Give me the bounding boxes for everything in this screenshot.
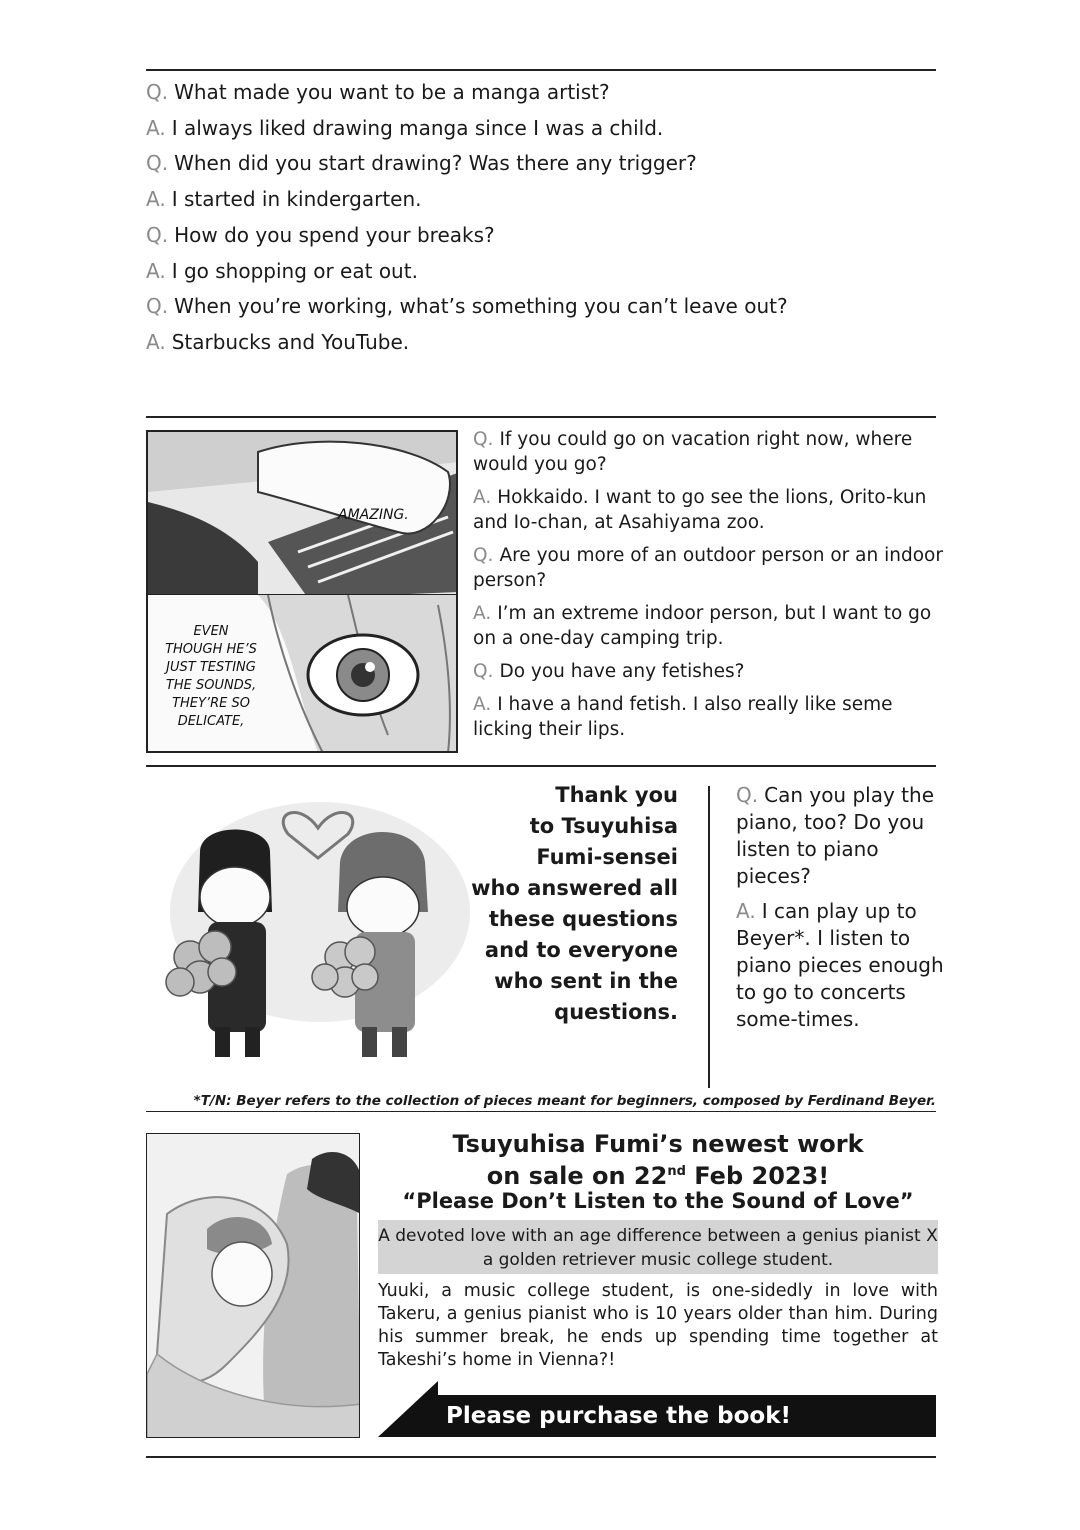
answer-item [146, 330, 409, 354]
question-item [146, 294, 788, 318]
manga-panel-eye [146, 595, 458, 753]
answer-text: I go shopping or eat out. [171, 258, 418, 283]
answer-text: Starbucks and YouTube. [171, 329, 410, 354]
question-item [146, 151, 697, 175]
question-text: Can you play the piano, too? Do you listen to piano pieces? [736, 783, 934, 888]
vertical-divider [708, 786, 710, 1088]
question-text: How do you spend your breaks? [174, 222, 495, 247]
answer-label: A. [473, 487, 492, 508]
book-tagline: A devoted love with an age difference between a genius pianist X a golden retriever music college student. [378, 1220, 938, 1274]
thanks-line: who sent in the [494, 969, 678, 993]
question-label: Q. [473, 429, 494, 450]
question-label: Q. [473, 661, 494, 682]
translator-note-rule [146, 1111, 936, 1112]
manga-panel-hands [146, 430, 458, 596]
hands-on-piano-illustration [148, 432, 458, 596]
cta-arrow-icon [378, 1381, 438, 1437]
question-label: Q. [473, 545, 494, 566]
sfx-line: THE SOUNDS, [165, 678, 257, 693]
answer-item [146, 187, 422, 211]
answer-text: I always liked drawing manga since I was a child. [171, 115, 664, 140]
answer-item [146, 259, 418, 283]
question-item [736, 782, 946, 890]
book-cover [146, 1133, 360, 1438]
question-text: If you could go on vacation right now, where would you go? [473, 429, 913, 475]
answer-label: A. [146, 258, 166, 283]
sfx-line: JUST TESTING [166, 660, 256, 675]
purchase-cta-button[interactable]: Please purchase the book! [436, 1395, 936, 1437]
thanks-line: Thank you [555, 783, 678, 807]
answer-item [473, 601, 943, 651]
thanks-line: these questions [488, 907, 678, 931]
sfx-line: THOUGH HE’S [165, 642, 257, 657]
thanks-line: Fumi-sensei [536, 845, 678, 869]
thanks-line: and to everyone [484, 938, 678, 962]
chibi-characters-illustration [160, 782, 470, 1072]
thanks-line: questions. [554, 1000, 678, 1024]
sfx-delicate [156, 623, 266, 731]
question-text: What made you want to be a manga artist? [174, 80, 610, 104]
book-synopsis: Yuuki, a music college student, is one-sidedly in love with Takeru, a genius pianist who is 10 years older than him. During his summer break, he ends up spending time together at Takeshi’s home in Vienna?! [378, 1281, 938, 1370]
question-text: Do you have any fetishes? [499, 661, 745, 682]
piano-qa-section [736, 782, 946, 1041]
answer-item [146, 116, 663, 140]
middle-rule [146, 416, 936, 418]
top-rule [146, 69, 936, 71]
bottom-rule [146, 1456, 936, 1458]
question-label: Q. [146, 80, 169, 104]
answer-item [736, 898, 946, 1033]
question-text: When did you start drawing? Was there any trigger? [174, 151, 697, 176]
release-date-suffix: nd [667, 1164, 686, 1179]
question-text: When you’re working, what’s something you can’t leave out? [174, 294, 788, 319]
question-text: Are you more of an outdoor person or an indoor person? [473, 545, 943, 591]
book-title: “Please Don’t Listen to the Sound of Love” [402, 1189, 914, 1213]
question-label: Q. [146, 151, 169, 176]
answer-label: A. [146, 329, 166, 354]
answer-label: A. [473, 694, 492, 715]
thanks-line: to Tsuyuhisa [529, 814, 678, 838]
book-cover-illustration [147, 1134, 360, 1438]
release-date-prefix: on sale on 22 [486, 1162, 668, 1190]
question-label: Q. [146, 222, 169, 247]
question-item [146, 80, 610, 104]
question-item [473, 427, 943, 477]
thanks-rule [146, 765, 936, 767]
answer-label: A. [146, 187, 166, 212]
answer-text: I started in kindergarten. [171, 187, 422, 212]
answer-text: I can play up to Beyer*. I listen to piano pieces enough to go to concerts some-times. [736, 899, 944, 1031]
translator-note: *T/N: Beyer refers to the collection of pieces meant for beginners, composed by Ferdinand Beyer. [193, 1093, 936, 1109]
question-label: Q. [146, 294, 169, 319]
question-item [146, 223, 495, 247]
answer-text: I’m an extreme indoor person, but I want to go on a one-day camping trip. [473, 603, 932, 649]
thanks-message [470, 780, 678, 1028]
sfx-amazing: AMAZING. [338, 507, 409, 523]
answer-text: I have a hand fetish. I also really like seme licking their lips. [473, 694, 893, 740]
question-item [473, 543, 943, 593]
sfx-line: THEY’RE SO [172, 696, 250, 711]
answer-label: A. [146, 115, 166, 140]
release-date-month-year: Feb 2023! [685, 1162, 830, 1190]
question-label: Q. [736, 783, 759, 807]
promo-release-date [378, 1158, 938, 1190]
sfx-line: EVEN [193, 624, 229, 639]
answer-text: Hokkaido. I want to go see the lions, Orito-kun and Io-chan, at Asahiyama zoo. [473, 487, 927, 533]
middle-qa-section [473, 427, 943, 750]
sfx-line: DELICATE, [177, 714, 245, 729]
answer-label: A. [736, 899, 756, 923]
answer-item [473, 485, 943, 535]
question-item [473, 659, 943, 684]
thanks-line: who answered all [471, 876, 678, 900]
promo-title: Tsuyuhisa Fumi’s newest work [452, 1130, 864, 1158]
answer-label: A. [473, 603, 492, 624]
answer-item [473, 692, 943, 742]
